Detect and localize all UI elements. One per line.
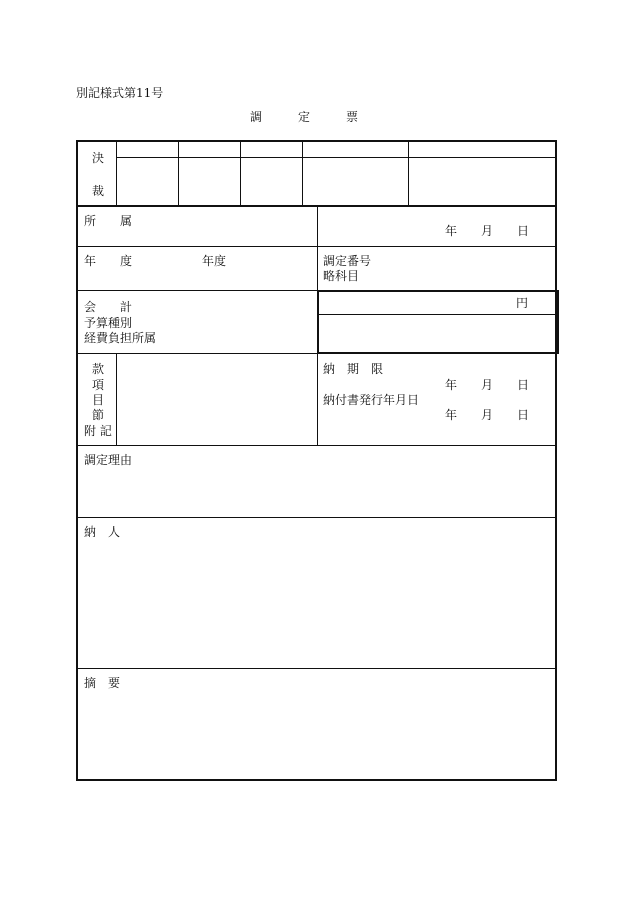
kou-label: 項 — [92, 378, 105, 392]
assessment-form — [76, 140, 557, 781]
budget-type-label: 予算種別 — [84, 316, 133, 330]
row-line — [78, 445, 557, 446]
approval-col-divider — [240, 142, 241, 205]
center-divider — [317, 353, 318, 445]
affiliation-year: 年 — [445, 224, 458, 238]
affiliation-month: 月 — [481, 224, 494, 238]
notice-date-label: 納付書発行年月日 — [323, 393, 420, 407]
approval-col-divider — [302, 142, 303, 205]
assessment-number-label: 調定番号 — [323, 254, 372, 268]
affiliation-label: 所 属 — [84, 214, 133, 228]
reason-label: 調定理由 — [84, 453, 133, 467]
expense-dept-label: 経費負担所属 — [84, 331, 157, 345]
due-year: 年 — [445, 378, 458, 392]
moku-label: 目 — [92, 393, 105, 407]
remarks-label: 摘 要 — [84, 676, 121, 690]
notice-month: 月 — [481, 408, 494, 422]
setsu-label: 節 — [92, 408, 105, 422]
approval-col-divider — [178, 142, 179, 205]
fuki-label: 附 記 — [84, 424, 112, 438]
yen-label: 円 — [516, 296, 529, 310]
page-title: 調 定 票 — [250, 110, 359, 124]
affiliation-day: 日 — [517, 224, 530, 238]
approval-header-line — [116, 157, 557, 158]
budget-items-divider — [116, 353, 117, 445]
row-line — [78, 246, 557, 247]
row-line — [78, 668, 557, 669]
amount-box-divider — [317, 314, 557, 315]
approval-col-divider — [408, 142, 409, 205]
due-day: 日 — [517, 378, 530, 392]
kan-label: 款 — [92, 362, 105, 376]
fiscal-year-suffix: 年度 — [202, 254, 227, 268]
notice-year: 年 — [445, 408, 458, 422]
approval-label-divider — [116, 142, 117, 205]
abbrev-subject-label: 略科目 — [323, 269, 360, 283]
notice-day: 日 — [517, 408, 530, 422]
fiscal-year-label: 年 度 — [84, 254, 133, 268]
form-number: 別記様式第11号 — [76, 86, 164, 100]
due-month: 月 — [481, 378, 494, 392]
approval-label-bottom: 裁 — [92, 184, 105, 198]
due-date-label: 納 期 限 — [323, 362, 384, 376]
accounting-label: 会 計 — [84, 300, 133, 314]
row-line — [78, 517, 557, 518]
payer-label: 納 人 — [84, 525, 121, 539]
approval-label-top: 決 — [92, 151, 105, 165]
